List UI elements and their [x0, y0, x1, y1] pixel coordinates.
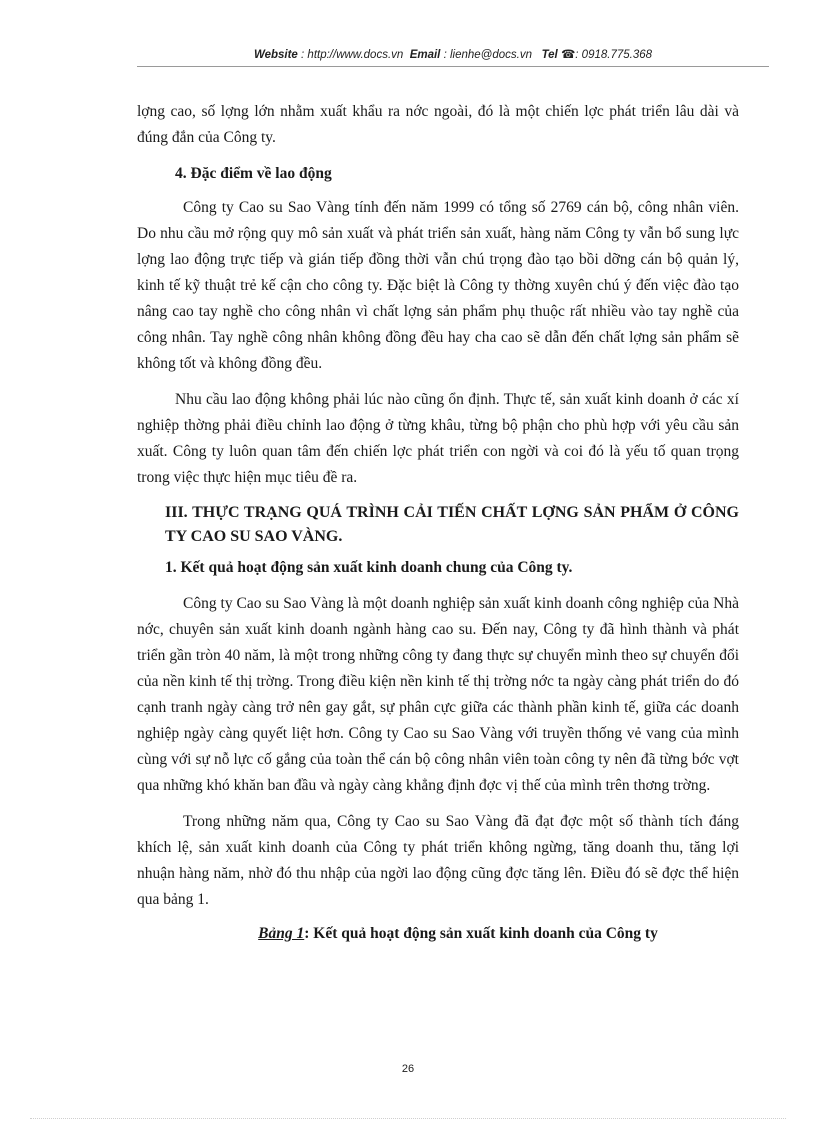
website-sep: :	[297, 49, 308, 61]
page-header	[137, 47, 769, 65]
tel-label: Tel	[541, 49, 558, 61]
section-heading-labor: 4. Đặc điểm về lao động	[175, 165, 332, 182]
paragraph-results-2: Trong những năm qua, Công ty Cao su Sao Vàng đã đạt đợc một số thành tích đáng khích lệ, sản xuất kinh doanh của Công ty phát triển không ngừng, tăng doanh thu, tăng lợi nhuận hàng năm, nhờ đó thu nhập của ngời lao động cũng đợc tăng lên. Điều đó sẽ đợc thể hiện qua bảng 1.	[137, 813, 739, 908]
header-rule	[137, 66, 769, 67]
phone-icon: ☎	[560, 49, 576, 61]
table-caption	[137, 921, 739, 947]
paragraph-labor-1: Công ty Cao su Sao Vàng tính đến năm 1999 có tổng số 2769 cán bộ, công nhân viên. Do nhu cầu mở rộng quy mô sản xuất và phát triển sản xuất, hàng năm Công ty vẫn bổ sung lực lợng lao động trực tiếp và gián tiếp đồng thời vẫn chú trọng đào tạo bồi dỡng cán bộ quản lý, kinh tế kỹ thuật trẻ kế cận cho công ty. Đặc biệt là Công ty thờng xuyên chú ý đến việc đào tạo nâng cao tay nghề cho công nhân vì chất lợng sản phẩm phụ thuộc rất nhiều vào tay nghề của công nhân. Tay nghề công nhân không đồng đều hay cha cao sẽ dẫn đến chất lợng sản phẩm sẽ không tốt và không đồng đều.	[137, 199, 739, 372]
website-url[interactable]: http://www.docs.vn	[307, 49, 404, 61]
table-caption-label: Bảng 1	[258, 925, 305, 942]
chapter-heading-quality: III. THỰC TRẠNG QUÁ TRÌNH CẢI TIẾN CHẤT LỢNG SẢN PHẨM Ở CÔNG TY CAO SU SAO VÀNG.	[165, 504, 739, 545]
paragraph-labor-2: Nhu cầu lao động không phải lúc nào cũng ổn định. Thực tế, sản xuất kinh doanh ở các xí nghiệp thờng phải điều chỉnh lao động ở từng khâu, từng bộ phận cho phù hợp với yêu cầu sản xuất. Công ty luôn quan tâm đến chiến lợc phát triển con ngời và coi đó là yếu tố quan trọng trong việc thực hiện mục tiêu đề ra.	[137, 391, 739, 486]
table-caption-text: : Kết quả hoạt động sản xuất kinh doanh của Công ty	[304, 925, 658, 942]
website-label: Website	[253, 49, 298, 61]
email-label: Email	[409, 49, 441, 61]
email-sep: :	[440, 49, 450, 61]
paragraph-results-1: Công ty Cao su Sao Vàng là một doanh nghiệp sản xuất kinh doanh công nghiệp của Nhà nớc, chuyên sản xuất kinh doanh ngành hàng cao su. Đến nay, Công ty đã hình thành và phát triển gần tròn 40 năm, là một trong những công ty đang thực sự chuyển mình theo sự chuyển đổi của nền kinh tế thị trờng. Trong điều kiện nền kinh tế thị trờng nớc ta ngày càng phát triển do đó cạnh tranh ngày càng trở nên gay gắt, sự phân cực giữa các thành phần kinh tế, giữa các doanh nghiệp ngày càng quyết liệt hơn. Công ty Cao su Sao Vàng với truyền thống vẻ vang của mình cùng với sự nỗ lực cố gắng của toàn thể cán bộ công nhân viên toàn công ty nên đã từng bớc vợt qua những khó khăn ban đầu và ngày càng khẳng định đợc vị thế của mình trên thơng trờng.	[137, 595, 739, 794]
bottom-dotted-rule	[30, 1118, 786, 1119]
subsection-heading-results: 1. Kết quả hoạt động sản xuất kinh doanh chung của Công ty.	[165, 559, 573, 576]
page-number: 26	[401, 1063, 415, 1075]
paragraph-continuation: lợng cao, số lợng lớn nhằm xuất khẩu ra nớc ngoài, đó là một chiến lợc phát triển lâu dài và đúng đắn của Công ty.	[137, 103, 739, 146]
tel-value: : 0918.775.368	[575, 49, 653, 61]
document-body	[137, 99, 739, 947]
email-value[interactable]: lienhe@docs.vn	[449, 49, 532, 61]
